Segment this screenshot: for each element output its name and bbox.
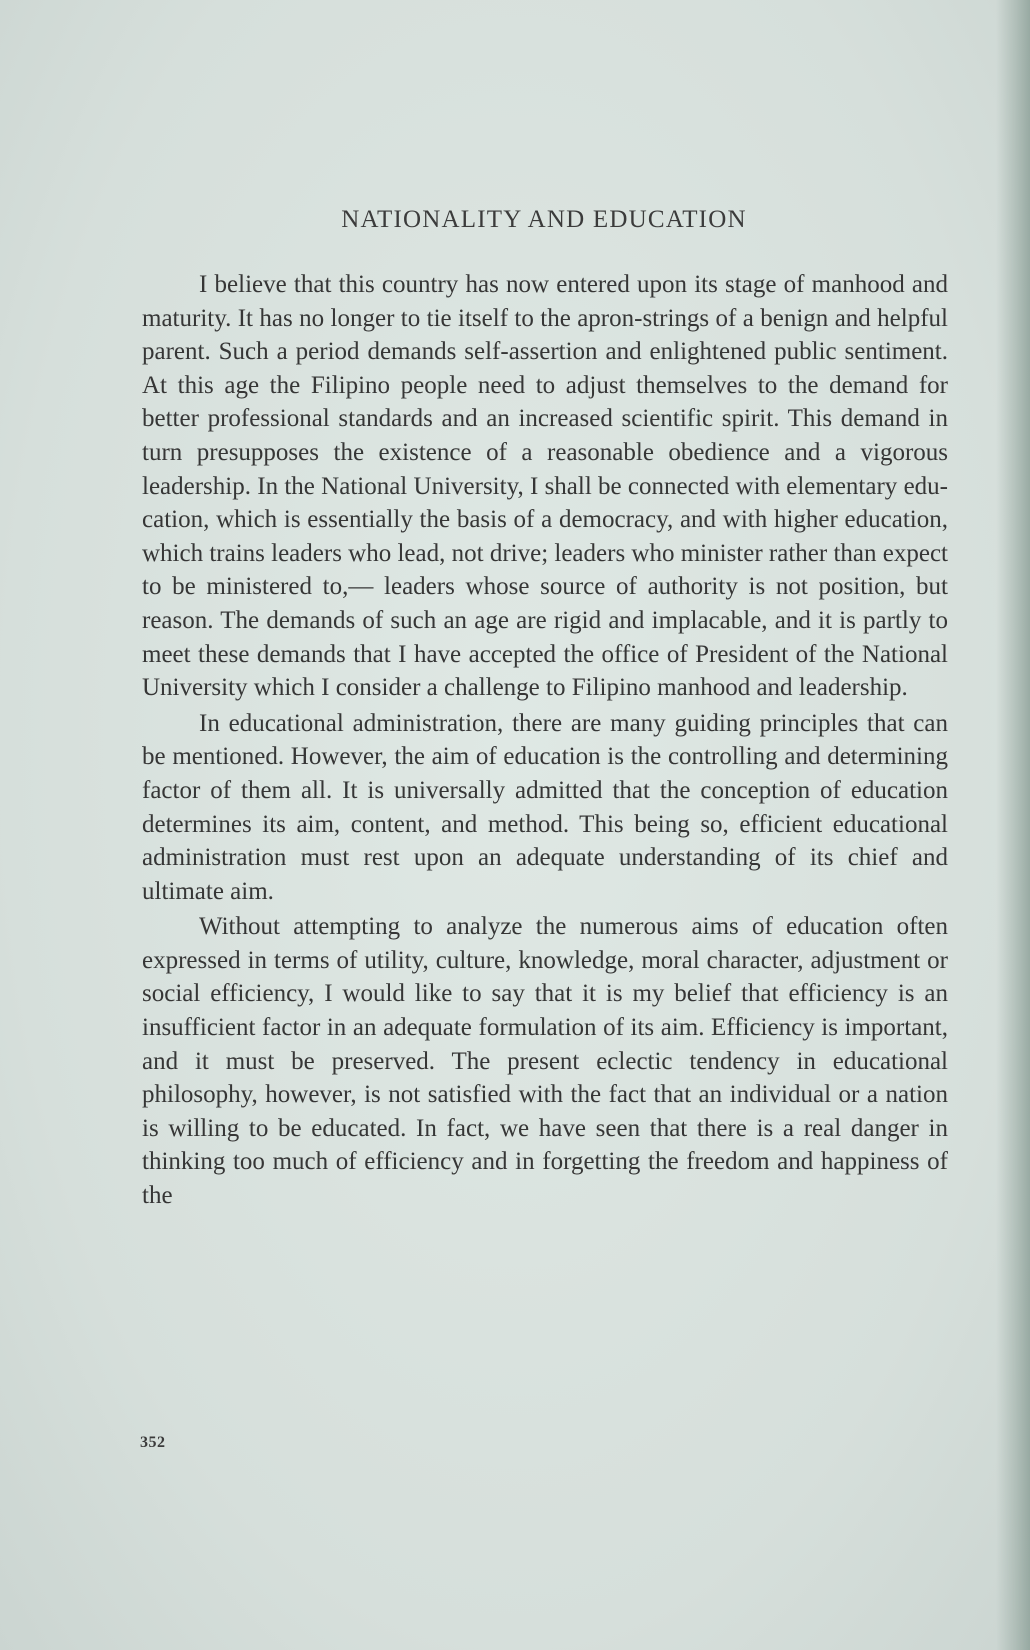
page-number: 352 (140, 1434, 166, 1451)
page-edge-shadow (996, 0, 1030, 1650)
body-text (142, 268, 948, 1213)
paragraph-2: In educational administration, there are many guiding principles that can be mentioned. However, the aim of education is the controlling and determining factor of them all. It is universally admitted that the conception of education determines its aim, content, and method. This being so, efficient educational administration must rest upon an adequate understanding of its chief and ultimate aim. (142, 709, 948, 905)
page-title: NATIONALITY AND EDUCATION (341, 206, 747, 233)
paragraph-1: I believe that this country has now entered upon its stage of manhood and maturity. It has no longer to tie itself to the apron-strings of a benign and helpful parent. Such a period demands self-assertion and enlightened public sentiment. At this age the Filipino people need to adjust themselves to the demand for better professional standards and an increased scientific spirit. This demand in turn presupposes the existence of a reasonable obedience and a vigorous leadership. In the National University, I shall be connected with elementary education, which is essentially the basis of a democracy, and with higher education, which trains leaders who lead, not drive; leaders who minister rather than expect to be ministered to,— leaders whose source of authority is not position, but reason. The demands of such an age are rigid and implacable, and it is partly to meet these demands that I have accepted the office of President of the National University which I consider a challenge to Filipino manhood and leadership. (142, 271, 948, 702)
paragraph-3: Without attempting to analyze the numerous aims of education often expressed in terms of utility, culture, knowledge, moral character, adjustment or social efficiency, I would like to say that it is my belief that efficiency is an insufficient factor in an adequate formulation of its aim. Efficiency is important, and it must be preserved. The present eclectic tendency in educational philosophy, however, is not satisfied with the fact that an individual or a nation is willing to be educated. In fact, we have seen that there is a real danger in thinking too much of efficiency and in forgetting the freedom and happiness of the (142, 913, 948, 1210)
